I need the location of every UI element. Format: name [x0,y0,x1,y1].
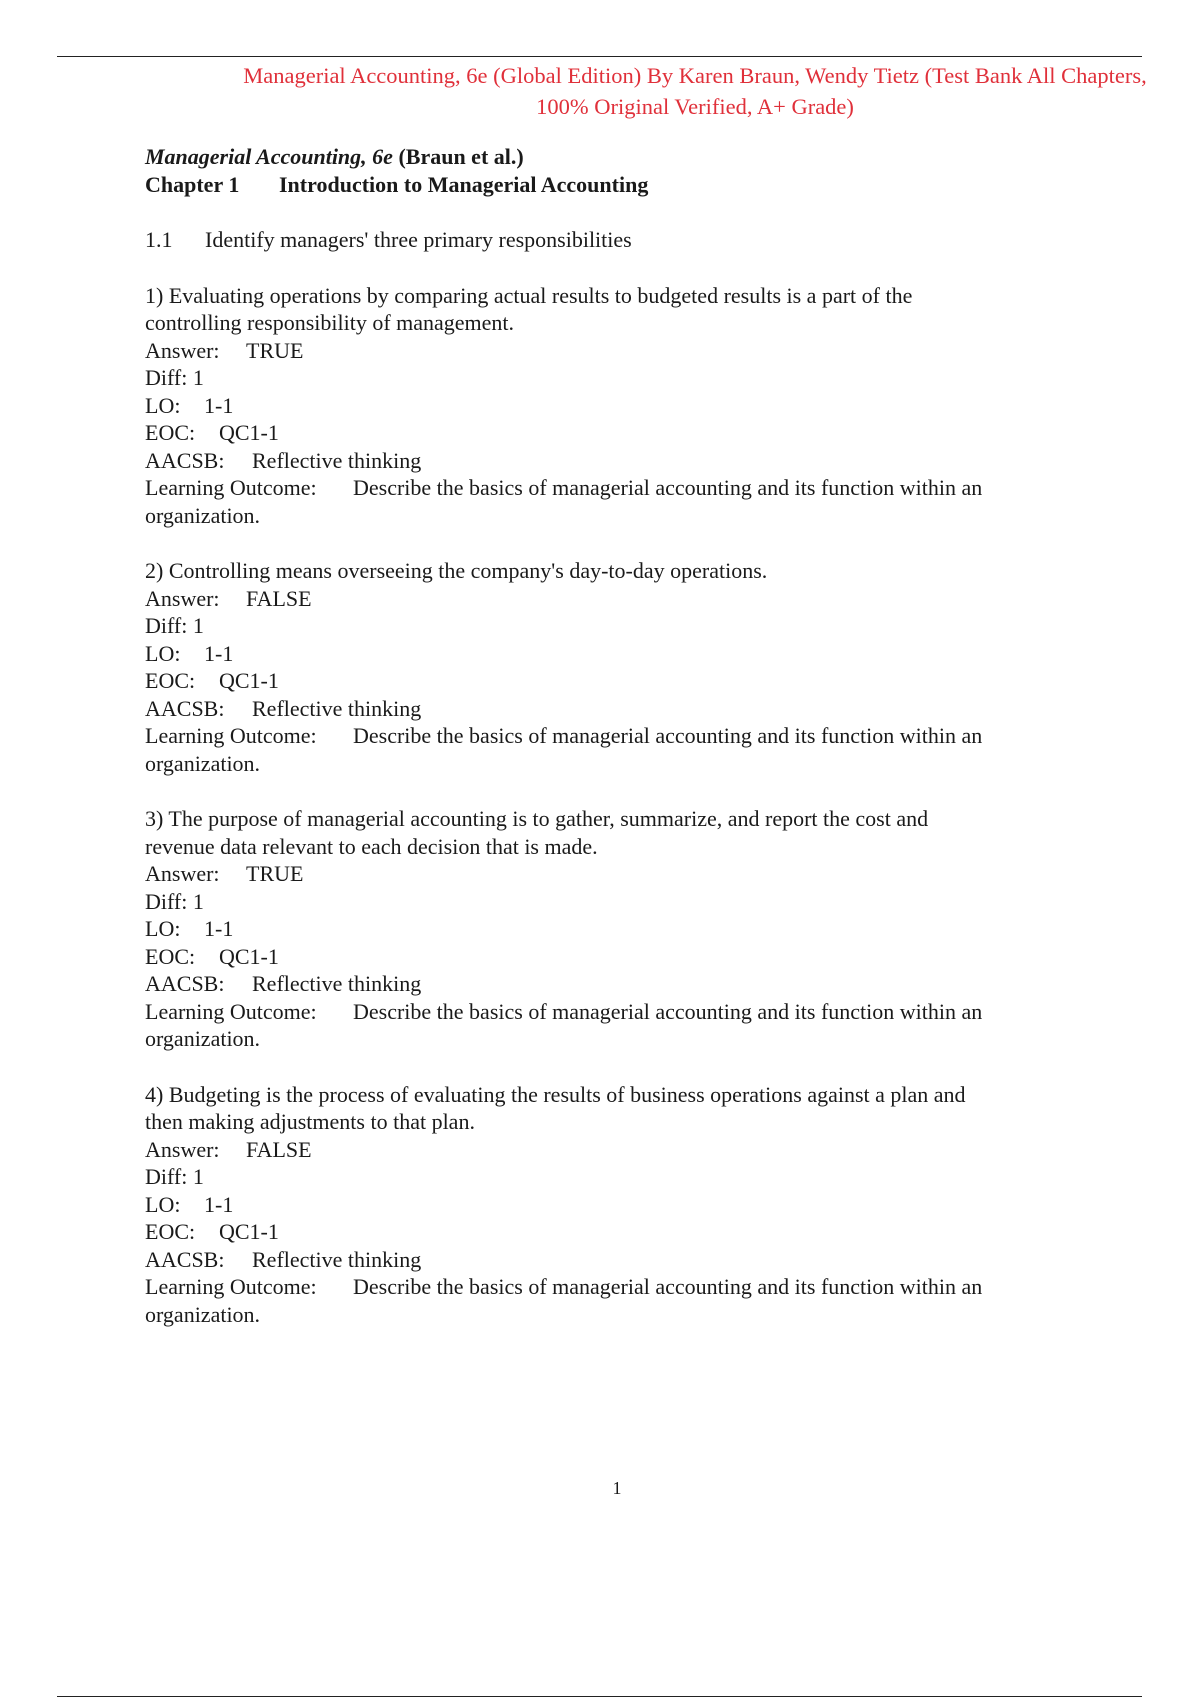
document-watermark-header [190,60,1200,122]
outcome-row [145,998,1075,1026]
aacsb-label: AACSB: [145,971,225,996]
lo-value: 1-1 [204,916,234,941]
header-line-2: 100% Original Verified, A+ Grade) [536,94,854,119]
diff-value: 1 [192,888,204,914]
answer-row [145,337,1075,365]
chapter-heading [145,171,1075,199]
eoc-label: EOC: [145,943,196,969]
lo-row [145,915,1075,943]
outcome-row [145,1273,1075,1301]
answer-value: TRUE [246,337,304,363]
question-item [145,1081,1075,1329]
outcome-value: Describe the basics of managerial accounting and its function within an [353,998,983,1024]
eoc-value: QC1-1 [219,1219,279,1244]
aacsb-value: Reflective thinking [252,447,422,473]
aacsb-label: AACSB: [145,1246,225,1272]
section-title: Identify managers' three primary responsibilities [205,227,632,252]
aacsb-row [145,1246,1075,1274]
header-line-1: Managerial Accounting, 6e (Global Edition) By Karen Braun, Wendy Tietz (Test Bank All Chapters, [243,63,1147,88]
lo-label: LO: [145,916,181,941]
chapter-label: Chapter 1 [145,171,240,197]
outcome-label: Learning Outcome: [145,998,317,1024]
outcome-continuation: organization. [145,1301,261,1327]
outcome-continuation: organization. [145,502,261,528]
outcome-continuation: organization. [145,1026,261,1051]
aacsb-value: Reflective thinking [252,971,422,996]
eoc-value: QC1-1 [219,943,279,969]
question-item [145,805,1075,1053]
diff-row [145,1163,1075,1191]
aacsb-label: AACSB: [145,695,225,721]
answer-value: TRUE [246,861,304,886]
answer-label: Answer: [145,337,220,363]
aacsb-row [145,970,1075,998]
aacsb-row [145,447,1075,475]
question-text-line-1: 3) The purpose of managerial accounting is to gather, summarize, and report the cost and [145,806,929,831]
eoc-row [145,667,1075,695]
question-item [145,282,1075,530]
book-title-italic: Managerial Accounting, 6e [145,144,393,169]
diff-row [145,364,1075,392]
outcome-value: Describe the basics of managerial accounting and its function within an [353,475,983,500]
lo-row [145,640,1075,668]
outcome-continuation: organization. [145,750,261,776]
diff-value: 1 [192,1164,204,1189]
diff-label: Diff: [145,613,188,638]
aacsb-label: AACSB: [145,447,225,473]
eoc-row [145,419,1075,447]
eoc-label: EOC: [145,420,196,445]
section-heading [145,226,1075,254]
book-title-authors: (Braun et al.) [392,144,524,169]
answer-row [145,585,1075,613]
aacsb-row [145,695,1075,723]
page-number: 1 [612,1478,622,1498]
outcome-row [145,474,1075,502]
diff-row [145,888,1075,916]
answer-row [145,1136,1075,1164]
lo-row [145,392,1075,420]
eoc-label: EOC: [145,1219,196,1244]
lo-label: LO: [145,640,181,666]
outcome-row [145,722,1075,750]
lo-label: LO: [145,1191,181,1217]
outcome-label: Learning Outcome: [145,475,317,500]
diff-value: 1 [192,365,204,390]
lo-value: 1-1 [204,392,234,418]
aacsb-value: Reflective thinking [252,1246,422,1272]
diff-label: Diff: [145,1164,188,1189]
question-text-line-1: 4) Budgeting is the process of evaluating the results of business operations against a plan and [145,1081,966,1107]
answer-label: Answer: [145,1136,220,1162]
eoc-value: QC1-1 [219,668,279,693]
question-text-line-2: controlling responsibility of management. [145,310,515,335]
page-content [145,143,1075,1328]
eoc-label: EOC: [145,668,196,693]
diff-label: Diff: [145,365,188,390]
answer-value: FALSE [246,585,312,611]
diff-label: Diff: [145,888,188,914]
question-item [145,557,1075,777]
lo-value: 1-1 [204,640,234,666]
lo-row [145,1191,1075,1219]
outcome-value: Describe the basics of managerial accounting and its function within an [353,723,983,748]
book-title [145,143,1075,171]
answer-label: Answer: [145,861,220,886]
bottom-divider [57,1696,1142,1697]
outcome-value: Describe the basics of managerial accounting and its function within an [353,1274,983,1299]
top-divider [57,56,1142,57]
lo-value: 1-1 [204,1191,234,1217]
answer-row [145,860,1075,888]
question-list [145,282,1075,1329]
question-text-line-2: revenue data relevant to each decision that is made. [145,833,598,859]
chapter-title: Introduction to Managerial Accounting [279,171,649,197]
answer-label: Answer: [145,585,220,611]
diff-row [145,612,1075,640]
section-number: 1.1 [145,227,173,252]
aacsb-value: Reflective thinking [252,695,422,721]
question-text-line-1: 2) Controlling means overseeing the company's day-to-day operations. [145,558,768,583]
eoc-row [145,1218,1075,1246]
outcome-label: Learning Outcome: [145,1274,317,1299]
lo-label: LO: [145,392,181,418]
eoc-value: QC1-1 [219,420,279,445]
diff-value: 1 [192,613,204,638]
question-text-line-2: then making adjustments to that plan. [145,1109,475,1134]
outcome-label: Learning Outcome: [145,723,317,748]
question-text-line-1: 1) Evaluating operations by comparing actual results to budgeted results is a part of the [145,282,913,308]
eoc-row [145,943,1075,971]
answer-value: FALSE [246,1136,312,1162]
